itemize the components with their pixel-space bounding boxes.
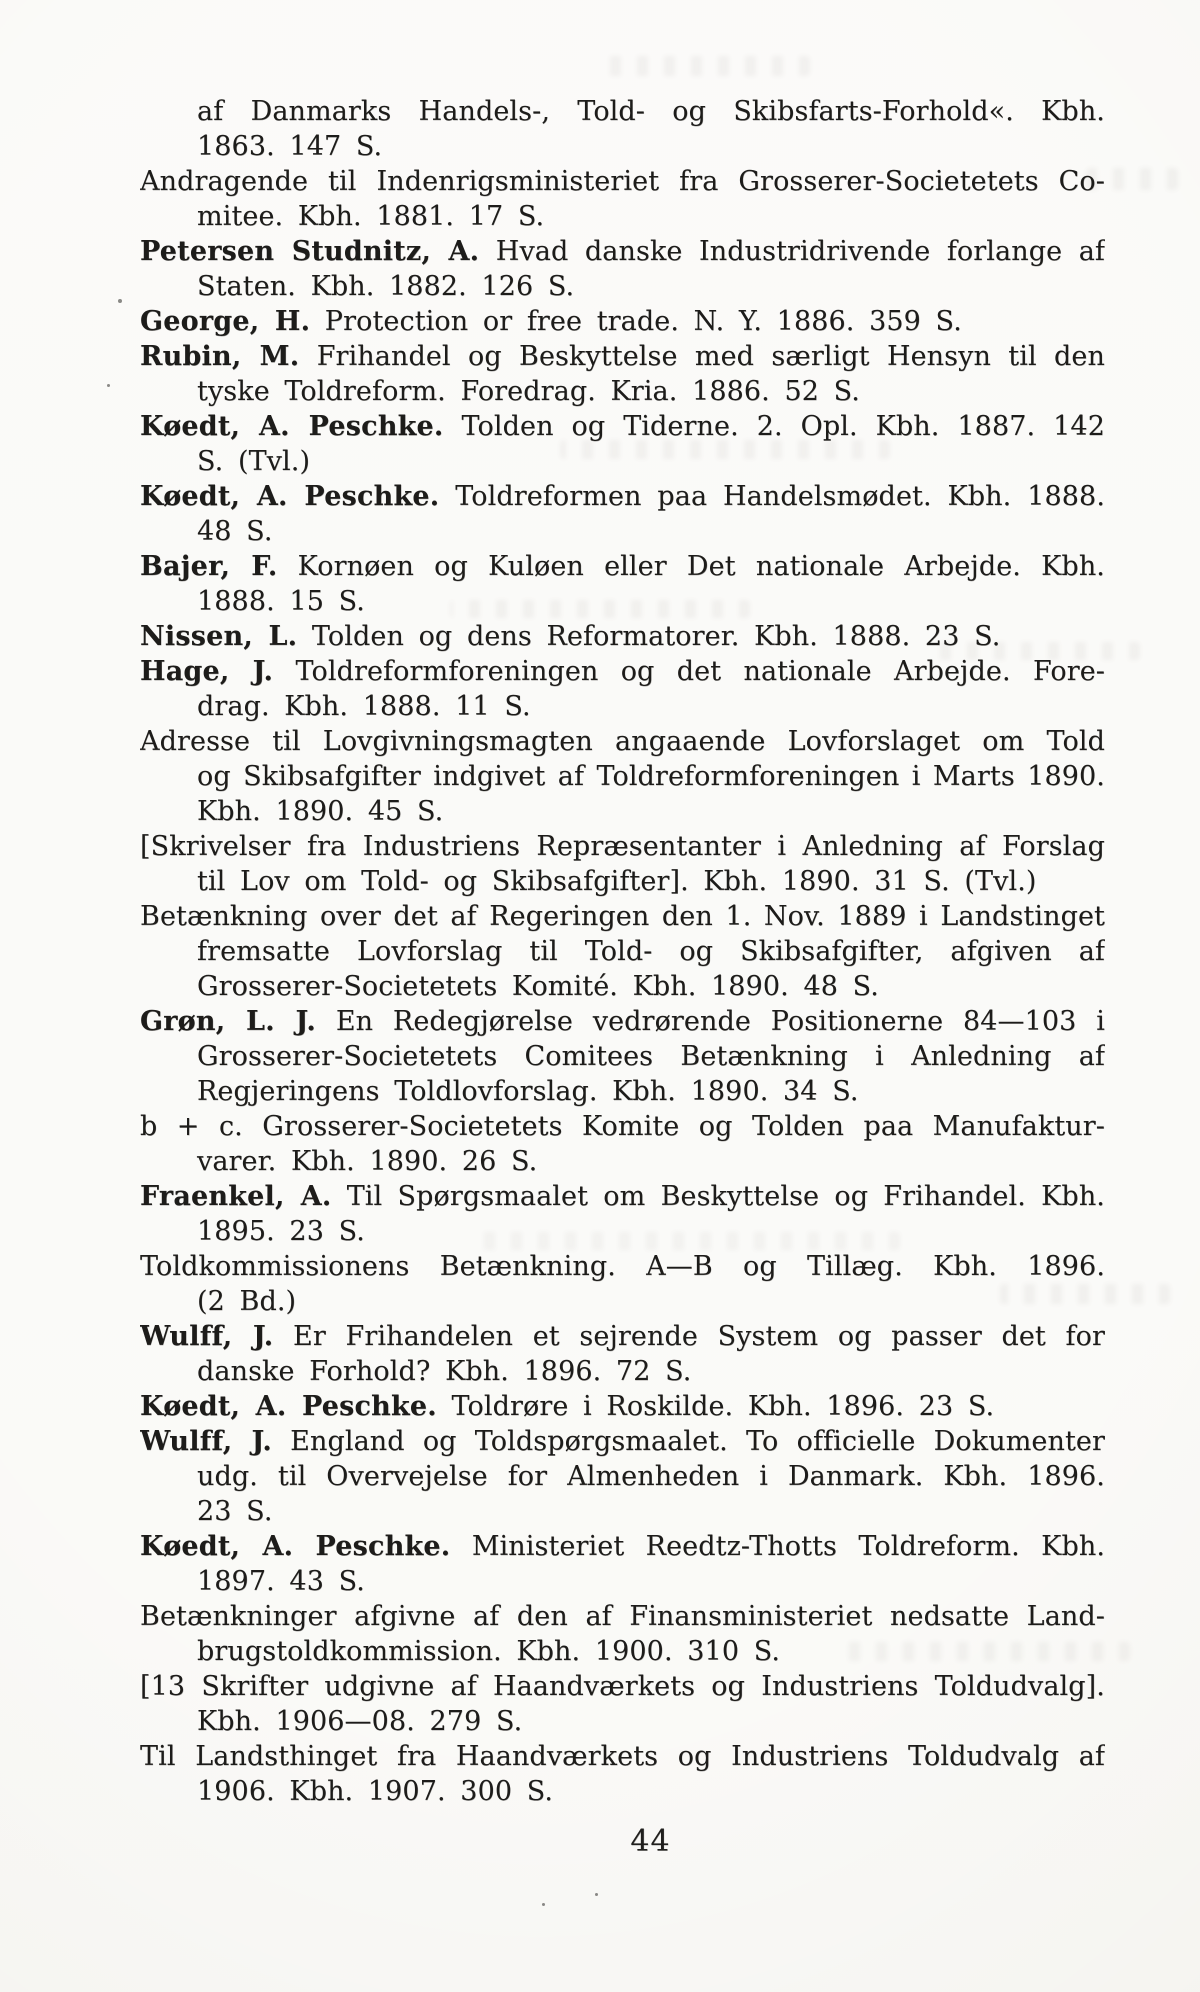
bibliography-entry: [140, 829, 1105, 899]
entry-line: Grosserer-Societetets Komité. Kbh. 1890. 48 S.: [197, 971, 879, 1002]
bibliography-entry: [140, 234, 1105, 304]
entry-line: Grosserer-Societetets Comitees Betænkning i Anledning af: [197, 1041, 1105, 1072]
entry-author: George, H.: [140, 306, 311, 337]
entry-line: brugstoldkommission. Kbh. 1900. 310 S.: [197, 1636, 781, 1667]
bibliography-entry: [140, 1599, 1105, 1669]
bibliography-entry: [140, 724, 1105, 829]
entry-line: Bajer, F. Kornøen og Kuløen eller Det nationale Arbejde. Kbh.: [140, 551, 1105, 582]
bibliography-entry: [140, 1249, 1105, 1319]
entry-line: fremsatte Lovforslag til Told- og Skibsafgifter, afgiven af: [197, 936, 1105, 967]
entry-line: b + c. Grosserer-Societetets Komite og Tolden paa Manufaktur-: [140, 1111, 1105, 1142]
entry-line: Petersen Studnitz, A. Hvad danske Industridrivende forlange af: [140, 236, 1105, 267]
entry-line: Wulff, J. Er Frihandelen et sejrende System og passer det for: [140, 1321, 1105, 1352]
entry-line: Rubin, M. Frihandel og Beskyttelse med særligt Hensyn til den: [140, 341, 1105, 372]
entry-line: Betænkninger afgivne af den af Finansministeriet nedsatte Land-: [140, 1601, 1105, 1632]
entry-line: Køedt, A. Peschke. Ministeriet Reedtz-Thotts Toldreform. Kbh.: [140, 1531, 1105, 1562]
bibliography-entry: [140, 1529, 1105, 1599]
entry-line: Adresse til Lovgivningsmagten angaaende Lovforslaget om Told: [140, 726, 1105, 757]
page-number: 44: [630, 1824, 671, 1859]
bibliography-entry: [140, 1004, 1105, 1109]
entry-line: Andragende til Indenrigsministeriet fra Grosserer-Societetets Co-: [140, 166, 1105, 197]
bibliography-entry: [140, 549, 1105, 619]
ink-bleed-smudge: [600, 56, 810, 76]
entry-line: Køedt, A. Peschke. Tolden og Tiderne. 2. Opl. Kbh. 1887. 142: [140, 411, 1105, 442]
entry-line: Staten. Kbh. 1882. 126 S.: [197, 271, 575, 302]
entry-line: mitee. Kbh. 1881. 17 S.: [197, 201, 545, 232]
entry-line: (2 Bd.): [197, 1286, 297, 1317]
entry-author: Wulff, J.: [140, 1321, 274, 1352]
entry-line: Toldkommissionens Betænkning. A—B og Tillæg. Kbh. 1896.: [140, 1251, 1105, 1282]
entry-line: 1897. 43 S.: [197, 1566, 365, 1597]
entry-line: Kbh. 1906—08. 279 S.: [197, 1706, 523, 1737]
bibliography-entry: [140, 1669, 1105, 1739]
bibliography-entry: [140, 899, 1105, 1004]
bibliography-entry: [140, 1319, 1105, 1389]
entry-line: 48 S.: [197, 516, 273, 547]
entry-line: S. (Tvl.): [197, 446, 311, 477]
entry-line: [Skrivelser fra Industriens Repræsentanter i Anledning af Forslag: [140, 831, 1105, 862]
entry-author: Hage, J.: [140, 656, 274, 687]
bibliography-entry: [140, 409, 1105, 479]
entry-line: Hage, J. Toldreformforeningen og det nationale Arbejde. Fore-: [140, 656, 1105, 687]
entry-author: Bajer, F.: [140, 551, 278, 582]
entry-line: Køedt, A. Peschke. Toldrøre i Roskilde. Kbh. 1896. 23 S.: [140, 1391, 995, 1422]
entry-author: Køedt, A. Peschke.: [140, 1531, 451, 1562]
entry-line: Wulff, J. England og Toldspørgsmaalet. To officielle Dokumenter: [140, 1426, 1105, 1457]
entry-line: 1895. 23 S.: [197, 1216, 365, 1247]
entry-line: Til Landsthinget fra Haandværkets og Industriens Toldudvalg af: [140, 1741, 1105, 1772]
bibliography-entry: [140, 1389, 1105, 1424]
scan-speck: [107, 384, 110, 387]
entry-line: varer. Kbh. 1890. 26 S.: [197, 1146, 538, 1177]
entry-line: [13 Skrifter udgivne af Haandværkets og Industriens Toldudvalg].: [140, 1671, 1105, 1702]
entry-author: Køedt, A. Peschke.: [140, 481, 440, 512]
entry-line: danske Forhold? Kbh. 1896. 72 S.: [197, 1356, 692, 1387]
bibliography-entry: [140, 1179, 1105, 1249]
entry-author: Petersen Studnitz, A.: [140, 236, 480, 267]
entry-author: Grøn, L. J.: [140, 1006, 317, 1037]
entry-author: Køedt, A. Peschke.: [140, 1391, 437, 1422]
entry-line: af Danmarks Handels-, Told- og Skibsfarts-Forhold«. Kbh.: [197, 96, 1105, 127]
entry-line: Fraenkel, A. Til Spørgsmaalet om Beskyttelse og Frihandel. Kbh.: [140, 1181, 1105, 1212]
bibliography-entry: [140, 94, 1105, 164]
bibliography-entry: [140, 164, 1105, 234]
entry-line: udg. til Overvejelse for Almenheden i Danmark. Kbh. 1896.: [197, 1461, 1105, 1492]
entry-line: drag. Kbh. 1888. 11 S.: [197, 691, 531, 722]
entry-line: og Skibsafgifter indgivet af Toldreformforeningen i Marts 1890.: [197, 761, 1105, 792]
entry-author: Rubin, M.: [140, 341, 300, 372]
scan-speck: [542, 1903, 545, 1906]
entry-line: Betænkning over det af Regeringen den 1. Nov. 1889 i Landstinget: [140, 901, 1105, 932]
bibliography-entry: [140, 479, 1105, 549]
entry-line: Grøn, L. J. En Redegjørelse vedrørende Positionerne 84—103 i: [140, 1006, 1105, 1037]
bibliography-entry: [140, 619, 1105, 654]
entry-author: Wulff, J.: [140, 1426, 272, 1457]
entry-line: 23 S.: [197, 1496, 273, 1527]
entry-line: Kbh. 1890. 45 S.: [197, 796, 444, 827]
entry-line: til Lov om Told- og Skibsafgifter]. Kbh. 1890. 31 S. (Tvl.): [197, 866, 1037, 897]
entry-line: 1863. 147 S.: [197, 131, 383, 162]
entry-line: Regjeringens Toldlovforslag. Kbh. 1890. 34 S.: [197, 1076, 859, 1107]
entry-line: tyske Toldreform. Foredrag. Kria. 1886. 52 S.: [197, 376, 860, 407]
scan-speck: [595, 1893, 598, 1896]
entry-line: Nissen, L. Tolden og dens Reformatorer. Kbh. 1888. 23 S.: [140, 621, 1001, 652]
bibliography-entry: [140, 1424, 1105, 1529]
bibliography-entry: [140, 304, 1105, 339]
entry-line: 1888. 15 S.: [197, 586, 365, 617]
entry-line: Køedt, A. Peschke. Toldreformen paa Handelsmødet. Kbh. 1888.: [140, 481, 1105, 512]
entry-line: George, H. Protection or free trade. N. Y. 1886. 359 S.: [140, 306, 962, 337]
bibliography-entry: [140, 1739, 1105, 1809]
bibliography-entry: [140, 654, 1105, 724]
entry-line: 1906. Kbh. 1907. 300 S.: [197, 1776, 554, 1807]
entry-author: Køedt, A. Peschke.: [140, 411, 444, 442]
entry-author: Fraenkel, A.: [140, 1181, 332, 1212]
entry-author: Nissen, L.: [140, 621, 298, 652]
bibliography-entry: [140, 339, 1105, 409]
bibliography-entry: [140, 1109, 1105, 1179]
scan-speck: [118, 299, 122, 303]
bibliography-list: [140, 94, 1105, 1809]
